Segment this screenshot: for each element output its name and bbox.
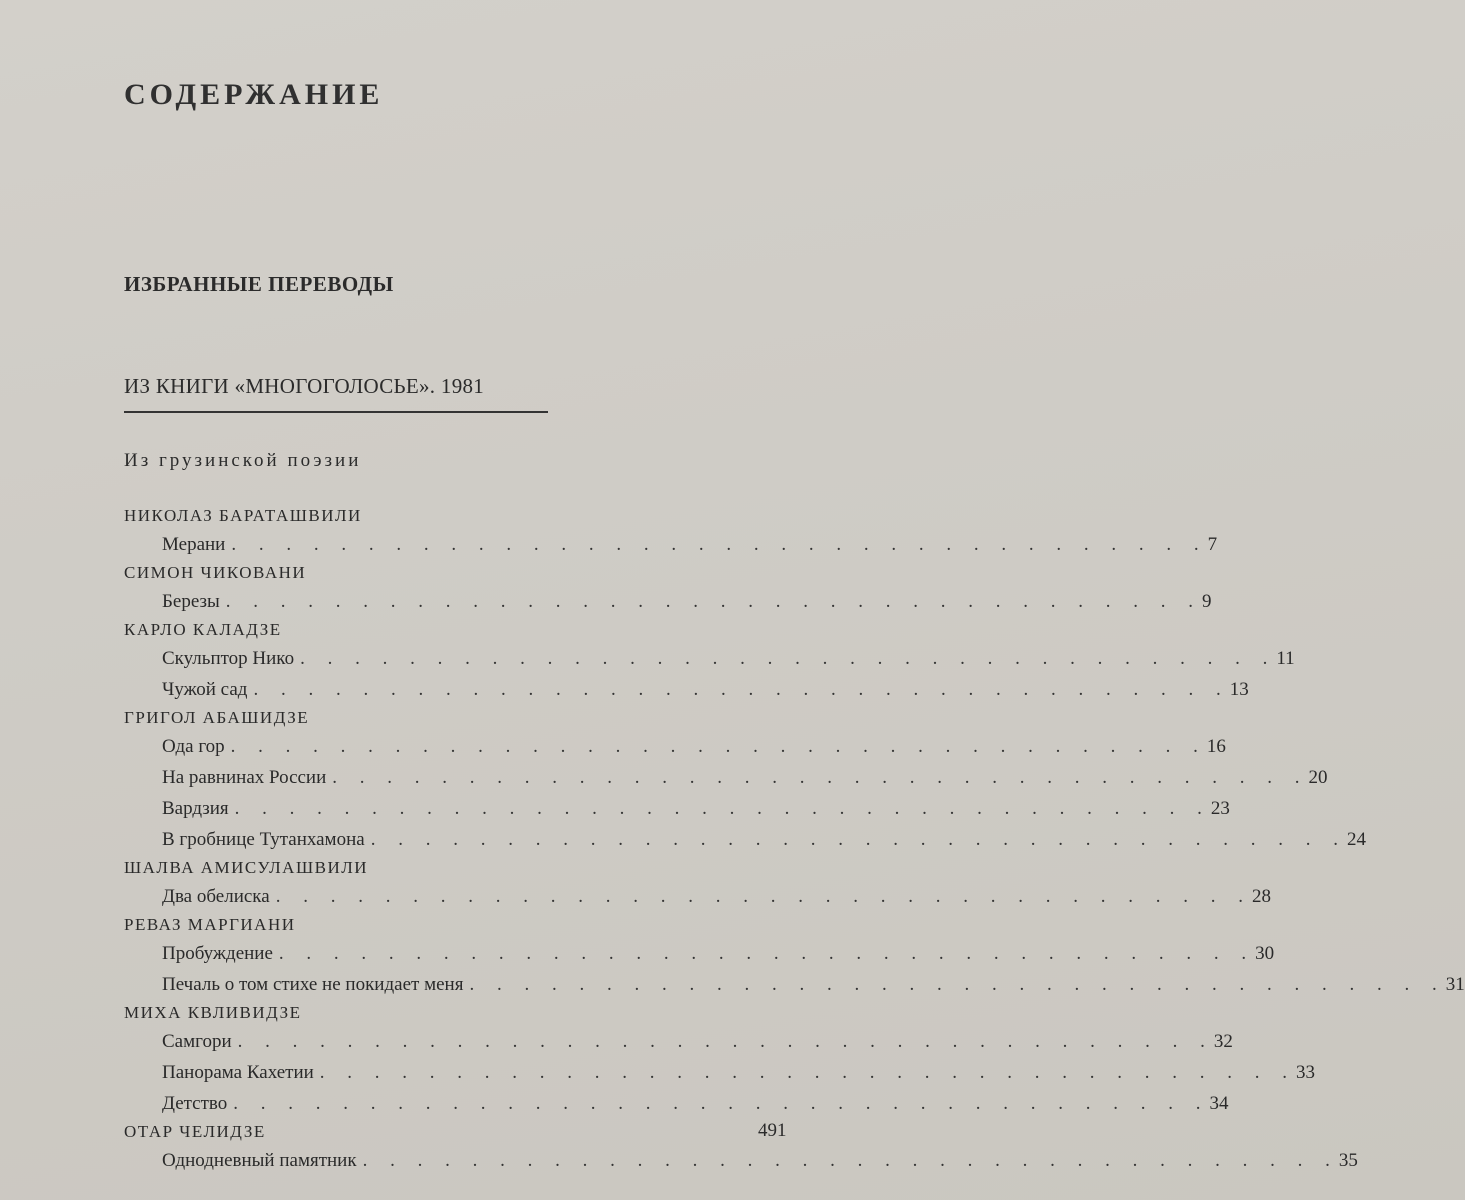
toc-entry-title: Печаль о том стихе не покидает меня — [162, 974, 464, 995]
toc-author: ШАЛВА АМИСУЛАШВИЛИ — [124, 858, 369, 877]
toc-author: РЕВАЗ МАРГИАНИ — [124, 915, 296, 934]
toc-entry-page: 13 — [1229, 679, 1249, 700]
toc-entry-title: В гробнице Тутанхамона — [162, 829, 365, 850]
page-title: СОДЕРЖАНИЕ — [124, 78, 384, 111]
toc-entry-page: 31 — [1445, 974, 1465, 995]
toc-entry-title: Вардзия — [162, 798, 229, 819]
dot-leader: . . . . . . . . . . . . . . . . . . . . . . . . . . . . . . . . . . . . — [225, 591, 1203, 612]
toc-entry — [124, 969, 1465, 1000]
dot-leader: . . . . . . . . . . . . . . . . . . . . . . . . . . . . . . . . . . . . — [253, 679, 1230, 700]
toc-entry-page: 30 — [1255, 943, 1275, 964]
toc-author: ГРИГОЛ АБАШИДЗЕ — [124, 708, 310, 727]
toc-author: НИКОЛАЗ БАРАТАШВИЛИ — [124, 506, 362, 525]
book-heading: ИЗ КНИГИ «МНОГОГОЛОСЬЕ». 1981 — [124, 374, 485, 398]
toc-entry-page: 9 — [1202, 591, 1212, 612]
table-of-contents — [124, 503, 1465, 1176]
toc-entry-page: 28 — [1251, 886, 1271, 907]
toc-entry-title: Березы — [162, 591, 220, 612]
dot-leader: . . . . . . . . . . . . . . . . . . . . . . . . . . . . . . . . . . . . — [370, 829, 1347, 850]
dot-leader: . . . . . . . . . . . . . . . . . . . . . . . . . . . . . . . . . . . . — [319, 1062, 1297, 1083]
dot-leader: . . . . . . . . . . . . . . . . . . . . . . . . . . . . . . . . . . . . — [362, 1150, 1339, 1171]
dot-leader: . . . . . . . . . . . . . . . . . . . . . . . . . . . . . . . . . . . . — [234, 798, 1211, 819]
dot-leader: . . . . . . . . . . . . . . . . . . . . . . . . . . . . . . . . . . . . — [230, 736, 1207, 757]
toc-entry — [124, 793, 1230, 824]
dot-leader: . . . . . . . . . . . . . . . . . . . . . . . . . . . . . . . . . . . . — [237, 1031, 1214, 1052]
toc-entry — [124, 674, 1249, 705]
toc-entry-title: На равнинах России — [162, 767, 327, 788]
section-heading: ИЗБРАННЫЕ ПЕРЕВОДЫ — [124, 272, 394, 296]
dot-leader: . . . . . . . . . . . . . . . . . . . . . . . . . . . . . . . . . . . . — [300, 648, 1277, 669]
toc-author: ОТАР ЧЕЛИДЗЕ — [124, 1122, 266, 1141]
toc-entry — [124, 1057, 1316, 1088]
heading-underline — [124, 411, 548, 413]
toc-entry-page: 16 — [1206, 736, 1226, 757]
toc-entry-title: Два обелиска — [162, 886, 270, 907]
toc-entry — [124, 1088, 1229, 1119]
toc-entry-page: 33 — [1296, 1062, 1316, 1083]
dot-leader: . . . . . . . . . . . . . . . . . . . . . . . . . . . . . . . . . . . . — [332, 767, 1309, 788]
toc-entry — [124, 1145, 1358, 1176]
toc-entry-title: Ода гор — [162, 736, 225, 757]
dot-leader: . . . . . . . . . . . . . . . . . . . . . . . . . . . . . . . . . . . . — [231, 534, 1208, 555]
toc-entry-page: 11 — [1276, 648, 1295, 669]
toc-author: СИМОН ЧИКОВАНИ — [124, 563, 307, 582]
toc-entry — [124, 762, 1328, 793]
page-number: 491 — [758, 1120, 787, 1141]
toc-entry — [124, 586, 1212, 617]
toc-entry — [124, 529, 1218, 560]
toc-entry-title: Пробуждение — [162, 943, 273, 964]
toc-entry-page: 35 — [1338, 1150, 1358, 1171]
toc-entry — [124, 881, 1271, 912]
toc-entry — [124, 938, 1275, 969]
toc-entry-title: Панорама Кахетии — [162, 1062, 314, 1083]
toc-entry-page: 24 — [1346, 829, 1366, 850]
dot-leader: . . . . . . . . . . . . . . . . . . . . . . . . . . . . . . . . . . . . — [469, 974, 1446, 995]
toc-entry-title: Скульптор Нико — [162, 648, 295, 669]
toc-author: МИХА КВЛИВИДЗЕ — [124, 1003, 302, 1022]
toc-entry-title: Детство — [162, 1093, 228, 1114]
toc-entry-title: Мерани — [162, 534, 226, 555]
subsection-heading: Из грузинской поэзии — [124, 450, 362, 471]
dot-leader: . . . . . . . . . . . . . . . . . . . . . . . . . . . . . . . . . . . . — [275, 886, 1252, 907]
toc-entry — [124, 643, 1295, 674]
dot-leader: . . . . . . . . . . . . . . . . . . . . . . . . . . . . . . . . . . . . — [233, 1093, 1210, 1114]
toc-entry-page: 34 — [1209, 1093, 1229, 1114]
toc-entry-page: 23 — [1210, 798, 1230, 819]
toc-entry — [124, 1026, 1233, 1057]
toc-entry-title: Чужой сад — [162, 679, 248, 700]
dot-leader: . . . . . . . . . . . . . . . . . . . . . . . . . . . . . . . . . . . . — [278, 943, 1256, 964]
toc-entry-title: Самгори — [162, 1031, 232, 1052]
toc-entry-page: 20 — [1308, 767, 1328, 788]
toc-entry-page: 7 — [1207, 534, 1218, 555]
toc-entry-title: Однодневный памятник — [162, 1150, 357, 1171]
toc-author: КАРЛО КАЛАДЗЕ — [124, 620, 282, 639]
toc-entry — [124, 731, 1226, 762]
toc-entry — [124, 824, 1366, 855]
toc-entry-page: 32 — [1213, 1031, 1233, 1052]
